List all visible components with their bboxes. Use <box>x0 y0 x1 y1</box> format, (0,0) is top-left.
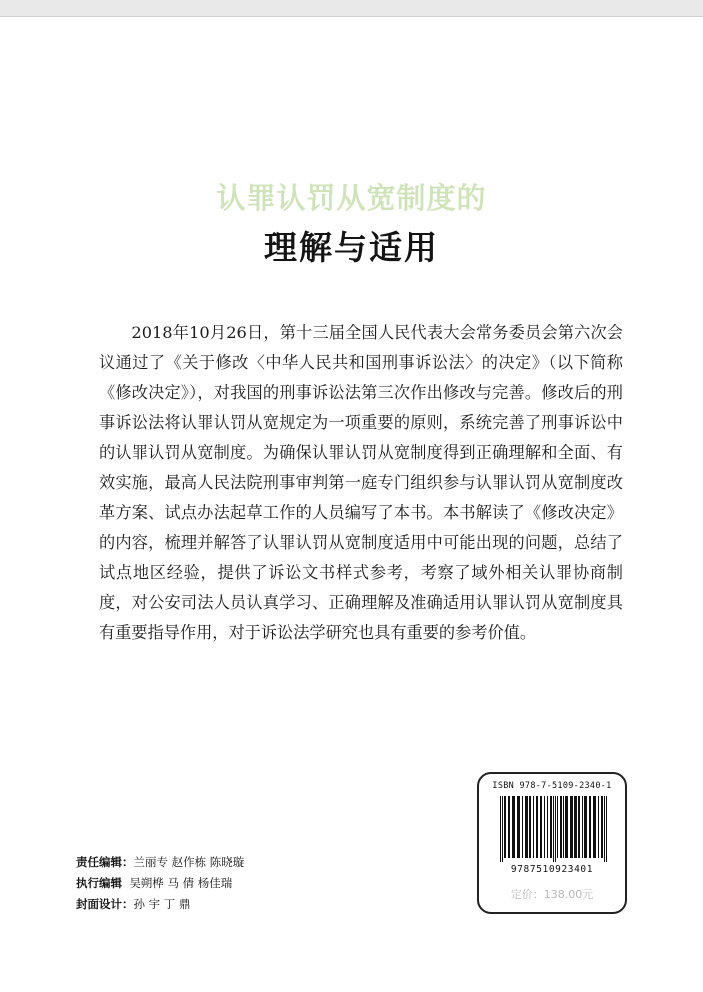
credit-label: 执行编辑 <box>76 876 122 890</box>
barcode-bar <box>570 796 573 858</box>
credit-line-executive-editor <box>76 873 244 894</box>
top-border <box>0 0 703 17</box>
barcode-bar <box>544 796 545 858</box>
barcode-bar <box>582 796 583 858</box>
credit-line-cover-design <box>76 894 244 915</box>
barcode-bar <box>598 796 599 858</box>
barcode-panel <box>477 772 627 914</box>
credit-names: 吴朔桦 马 倩 杨佳瑞 <box>129 876 233 890</box>
barcode-bar <box>593 796 596 858</box>
cover-subtitle: 认罪认罚从宽制度的 <box>216 181 487 215</box>
isbn-text: ISBN 978-7-5109-2340-1 <box>492 781 612 791</box>
barcode-bar <box>547 796 548 858</box>
barcode-bar <box>584 796 587 858</box>
barcode-bar <box>574 796 577 858</box>
barcode-bar <box>563 796 564 858</box>
barcode-bar <box>529 796 531 858</box>
barcode-bar <box>536 796 538 858</box>
barcode-bar <box>557 796 558 858</box>
credit-names: 兰丽专 赵作栋 陈晓璇 <box>133 855 245 869</box>
barcode-bar <box>522 796 523 858</box>
barcode-guard-bar <box>606 796 607 862</box>
barcode-bar <box>540 796 542 858</box>
barcode-guard-bar <box>500 796 501 862</box>
barcode-digits: 9787510923401 <box>510 864 594 875</box>
credit-label: 责任编辑： <box>76 855 134 869</box>
barcode-guard-bar <box>604 796 605 862</box>
barcode-guard-bar <box>502 796 503 862</box>
cover-title: 理解与适用 <box>264 228 439 267</box>
barcode-guard-bar <box>555 796 556 862</box>
editor-credits <box>76 852 244 915</box>
price-label: 定价：138.00元 <box>510 888 594 901</box>
barcode-guard-bar <box>553 796 554 862</box>
barcode-bar <box>560 796 562 858</box>
barcode-bar <box>589 796 591 858</box>
credit-names: 孙 宇 丁 鼎 <box>133 897 191 911</box>
barcode-bar <box>601 796 603 858</box>
barcode-bar <box>565 796 568 858</box>
book-description: 2018年10月26日，第十三届全国人民代表大会常务委员会第六次会议通过了《关于修改〈中华人民共和国刑事诉讼法〉的决定》（以下简称《修改决定》），对我国的刑事诉讼法第三次作出修改与完善。修改后的刑事诉讼法将认罪认罚从宽规定为一项重要的原则，系统完善了刑事诉讼中的认罪认罚从宽制度。为确保认罪认罚从宽制度得到正确理解和全面、有效实施，最高人民法院刑事审判第一庭专门组织参与认罪认罚从宽制度改革方案、试点办法起草工作的人员编写了本书。本书解读了《修改决定》的内容，梳理并解答了认罪认罚从宽制度适用中可能出现的问题，总结了试点地区经验，提供了诉讼文书样式参考，考察了域外相关认罪协商制度，对公安司法人员认真学习、正确理解及准确适用认罪认罚从宽制度具有重要指导作用，对于诉讼法学研究也具有重要的参考价值。 <box>99 323 623 642</box>
barcode-bar <box>525 796 528 858</box>
barcode-bar <box>578 796 580 858</box>
barcode-bar <box>508 796 510 858</box>
credit-label: 封面设计： <box>76 897 134 911</box>
barcode-bar <box>533 796 534 858</box>
barcode-bar <box>512 796 515 858</box>
barcode-icon <box>499 796 609 862</box>
barcode-bar <box>504 796 506 858</box>
credit-line-responsible-editor <box>76 852 244 873</box>
barcode-bar <box>517 796 520 858</box>
barcode-bar <box>550 796 552 858</box>
